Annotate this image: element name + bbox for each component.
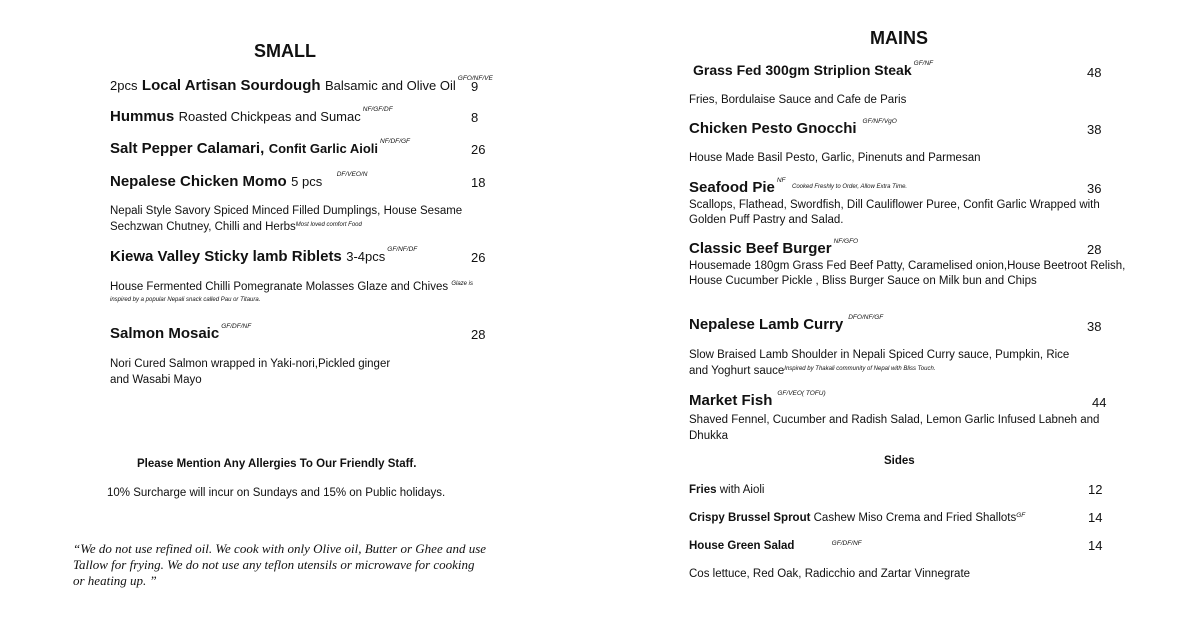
- menu-item-hummus: [110, 108, 393, 126]
- menu-item-calamari: [110, 140, 410, 158]
- item-tags: GFO/NF/VE: [457, 75, 493, 82]
- allergy-notice: Please Mention Any Allergies To Our Friendly Staff.: [137, 458, 417, 470]
- item-name: Seafood Pie: [689, 179, 775, 196]
- item-tags: NF/DF/GF: [380, 138, 410, 145]
- item-name: House Green Salad: [689, 540, 795, 552]
- item-detail: Slow Braised Lamb Shoulder in Nepali Spiced Curry sauce, Pumpkin, Rice: [689, 349, 1070, 361]
- menu-item-seafood-pie: [689, 179, 907, 197]
- item-detail: Dhukka: [689, 430, 728, 442]
- item-name: Fries: [689, 484, 717, 496]
- item-tags: GF/NF: [913, 60, 934, 67]
- side-item-brussel-sprout: [689, 510, 1025, 526]
- item-price: 38: [1087, 122, 1102, 137]
- item-tags: DF/VEO/N: [336, 171, 368, 178]
- item-tags: DFO/NF/GF: [848, 314, 884, 321]
- item-detail: Nori Cured Salmon wrapped in Yaki-nori,Pickled ginger: [110, 358, 391, 370]
- item-detail: [110, 219, 362, 237]
- item-price: 28: [1087, 242, 1102, 257]
- oil-policy-quote-line: Tallow for frying. We do not use any teflon utensils or microwave for cooking: [73, 557, 475, 572]
- side-item-green-salad: [689, 538, 862, 554]
- item-price: 36: [1087, 181, 1102, 196]
- item-note: inspired by a popular Nepali snack called Pau or Titaura.: [110, 297, 261, 303]
- item-note: Most loved comfort Food: [295, 222, 362, 228]
- item-detail-text: and Yoghurt sauce: [689, 365, 785, 377]
- item-price: 14: [1088, 510, 1103, 525]
- item-price: 26: [471, 250, 486, 265]
- item-tags: GF: [1016, 512, 1026, 519]
- menu-item-beef-burger: [689, 240, 858, 258]
- item-detail-text: House Fermented Chilli Pomegranate Molasses Glaze and Chives: [110, 281, 449, 293]
- item-tags: NF: [776, 177, 786, 184]
- item-tags: GF/DF/NF: [221, 323, 252, 330]
- menu-item-lamb-curry: [689, 316, 883, 334]
- surcharge-notice: 10% Surcharge will incur on Sundays and 15% on Public holidays.: [107, 487, 446, 499]
- item-name: Local Artisan Sourdough: [141, 77, 321, 94]
- item-name: Chicken Pesto Gnocchi: [689, 120, 857, 137]
- menu-item-salmon-mosaic: [110, 325, 251, 343]
- item-note: Inspired by Thakali community of Nepal with Bliss Touch.: [784, 366, 936, 372]
- item-price: 9: [471, 79, 479, 94]
- small-heading: SMALL: [254, 41, 316, 61]
- mains-heading: MAINS: [870, 28, 928, 48]
- item-desc: Balsamic and Olive Oil: [325, 78, 456, 93]
- item-detail: [689, 363, 935, 381]
- menu-item-sourdough: [110, 77, 493, 95]
- item-qty: 2pcs: [110, 78, 138, 93]
- item-detail: Housemade 180gm Grass Fed Beef Patty, Caramelised onion,House Beetroot Relish,: [689, 260, 1126, 272]
- item-tags: NF/GF/DF: [362, 106, 393, 113]
- item-tags: GF/NF/VgO: [862, 118, 897, 125]
- item-name: Classic Beef Burger: [689, 240, 832, 257]
- item-name: Nepalese Chicken Momo: [110, 173, 287, 190]
- menu-item-momo: [110, 173, 367, 191]
- item-detail: [110, 279, 473, 297]
- item-tags: GF/DF/NF: [831, 540, 862, 547]
- oil-policy-quote-line: “We do not use refined oil. We cook with only Olive oil, Butter or Ghee and use: [73, 541, 487, 556]
- item-price: 48: [1087, 65, 1102, 80]
- menu-item-riblets: [110, 248, 417, 266]
- item-detail: Golden Puff Pastry and Salad.: [689, 214, 844, 226]
- item-note: Cooked Freshly to Order, Allow Extra Time.: [791, 184, 908, 190]
- item-detail: House Made Basil Pesto, Garlic, Pinenuts and Parmesan: [689, 152, 981, 164]
- item-note: Glaze is: [451, 281, 474, 287]
- item-tags: GF/VEO( TOFU): [777, 390, 826, 397]
- item-name: Salmon Mosaic: [110, 325, 220, 342]
- item-price: 26: [471, 142, 486, 157]
- item-detail: House Cucumber Pickle , Bliss Burger Sauce on Milk bun and Chips: [689, 275, 1037, 287]
- item-detail-text: Sechzwan Chutney, Chilli and Herbs: [110, 221, 296, 233]
- item-name: Salt Pepper Calamari,: [110, 140, 265, 157]
- item-name: Crispy Brussel Sprout: [689, 512, 811, 524]
- item-detail: Cos lettuce, Red Oak, Radicchio and Zartar Vinnegrate: [689, 568, 971, 580]
- item-price: 28: [471, 327, 486, 342]
- item-tags: NF/GFO: [833, 238, 859, 245]
- item-desc: Cashew Miso Crema and Fried Shallots: [813, 512, 1017, 524]
- item-price: 12: [1088, 482, 1103, 497]
- item-desc: 3-4pcs: [346, 249, 386, 264]
- menu-item-steak: [693, 62, 933, 80]
- item-desc: Roasted Chickpeas and Sumac: [178, 109, 361, 124]
- item-detail: Shaved Fennel, Cucumber and Radish Salad, Lemon Garlic Infused Labneh and: [689, 414, 1100, 426]
- item-name: Hummus: [110, 108, 175, 125]
- menu-item-market-fish: [689, 392, 826, 410]
- item-desc: Confit Garlic Aioli: [268, 141, 378, 156]
- sides-heading: Sides: [884, 455, 915, 467]
- item-price: 38: [1087, 319, 1102, 334]
- item-desc: with Aioli: [719, 484, 765, 496]
- item-name: Grass Fed 300gm Striplion Steak: [693, 62, 912, 78]
- item-price: 44: [1092, 395, 1107, 410]
- item-detail: Fries, Bordulaise Sauce and Cafe de Paris: [689, 94, 907, 106]
- item-detail: Scallops, Flathead, Swordfish, Dill Cauliflower Puree, Confit Garlic Wrapped with: [689, 199, 1100, 211]
- oil-policy-quote-line: or heating up. ”: [73, 573, 157, 588]
- item-price: 14: [1088, 538, 1103, 553]
- item-detail: Nepali Style Savory Spiced Minced Filled Dumplings, House Sesame: [110, 205, 463, 217]
- side-item-fries: [689, 482, 764, 498]
- item-detail: and Wasabi Mayo: [110, 374, 202, 386]
- item-name: Nepalese Lamb Curry: [689, 316, 844, 333]
- item-price: 8: [471, 110, 479, 125]
- item-desc: 5 pcs: [291, 174, 323, 189]
- item-price: 18: [471, 175, 486, 190]
- item-tags: GF/NF/DF: [387, 246, 418, 253]
- item-name: Kiewa Valley Sticky lamb Riblets: [110, 248, 342, 265]
- menu-item-gnocchi: [689, 120, 897, 138]
- item-name: Market Fish: [689, 392, 773, 409]
